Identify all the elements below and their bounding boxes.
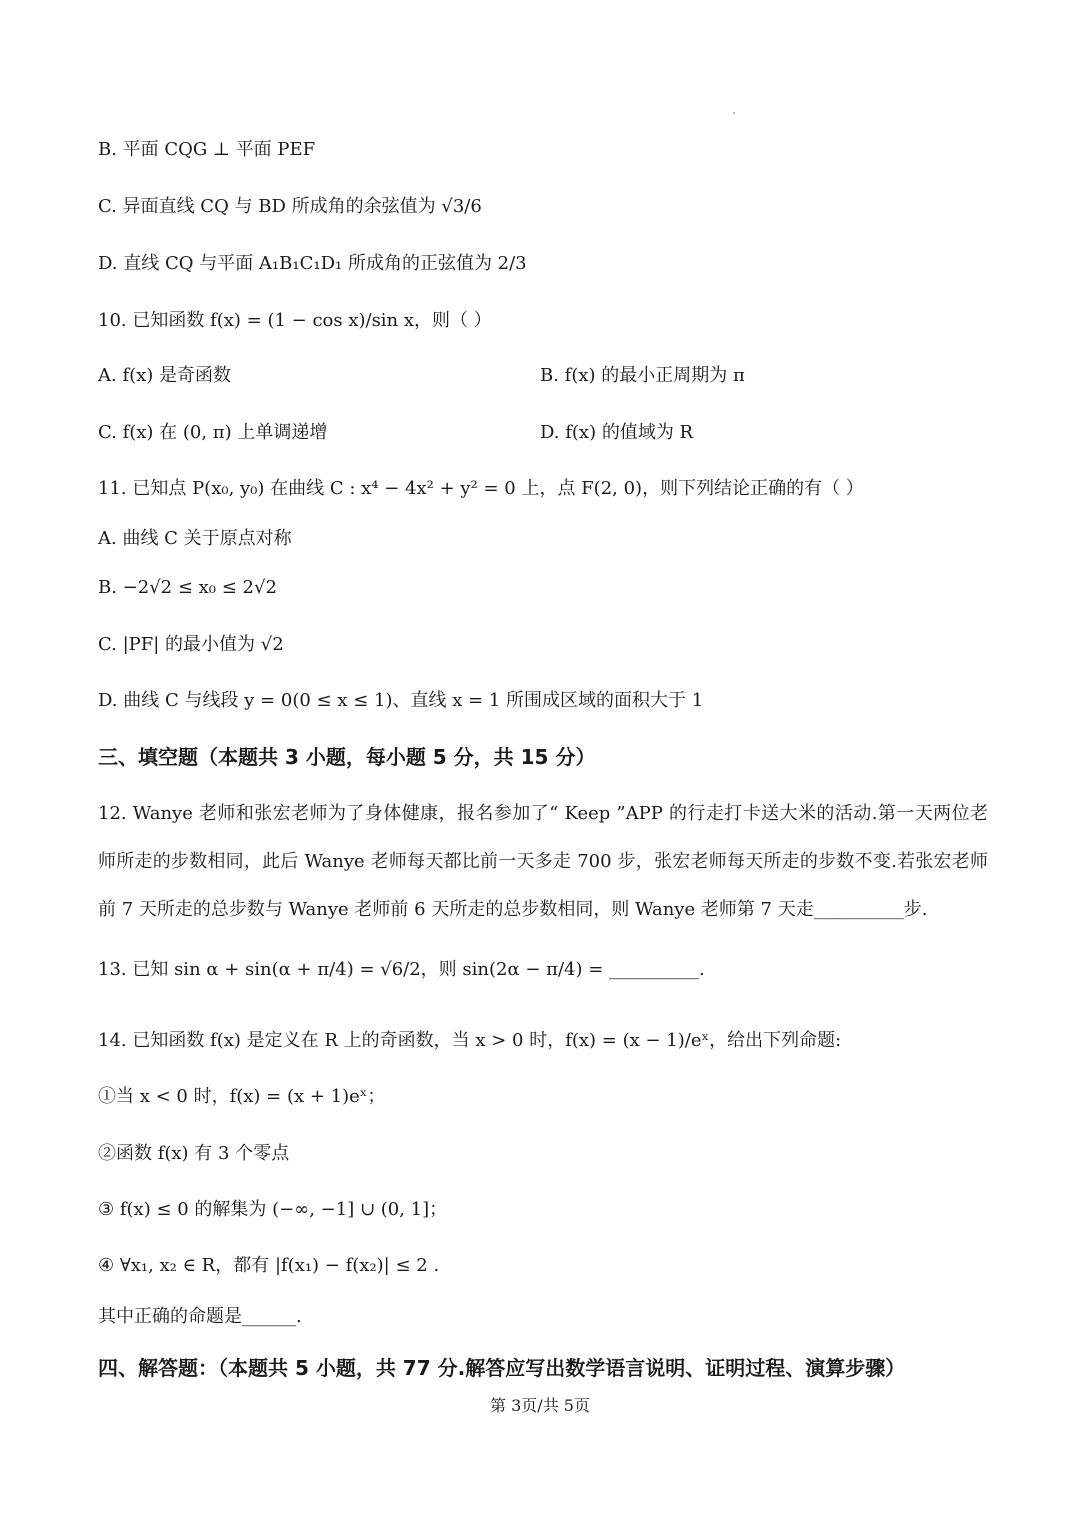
- option-10b: B. f(x) 的最小正周期为 π: [540, 365, 745, 386]
- question-12: 12. Wanye 老师和张宏老师为了身体健康，报名参加了“ Keep ”APP 的行走打卡送大米的活动.第一天两位老师所走的步数相同，此后 Wanye 老师每天都比前一天多走 700 步，张宏老师每天所走的步数不变.若张宏老师前 7 天所走的总步数与 Wanye 老师前 6 天所走的总步数相同，则 Wanye 老师第 7 天走__________步.: [98, 803, 988, 920]
- option-11b: B. −2√2 ≤ x₀ ≤ 2√2: [98, 577, 277, 598]
- proposition-4: ④ ∀x₁, x₂ ∈ R，都有 |f(x₁) − f(x₂)| ≤ 2 .: [98, 1255, 440, 1276]
- question-11: 11. 已知点 P(x₀, y₀) 在曲线 C : x⁴ − 4x² + y² = 0 上，点 F(2, 0)，则下列结论正确的有（ ）: [98, 478, 864, 499]
- section-3-heading: 三、填空题（本题共 3 小题，每小题 5 分，共 15 分）: [98, 745, 596, 769]
- proposition-2: ②函数 f(x) 有 3 个零点: [98, 1143, 290, 1164]
- option-9c: C. 异面直线 CQ 与 BD 所成角的余弦值为 √3/6: [98, 196, 482, 217]
- option-10c: C. f(x) 在 (0, π) 上单调递增: [98, 422, 328, 443]
- section-4-heading: 四、解答题：（本题共 5 小题，共 77 分.解答应写出数学语言说明、证明过程、演算步骤）: [98, 1356, 906, 1380]
- option-9d: D. 直线 CQ 与平面 A₁B₁C₁D₁ 所成角的正弦值为 2/3: [98, 253, 527, 274]
- option-10a: A. f(x) 是奇函数: [98, 365, 232, 386]
- page-footer: 第 3页/共 5页: [490, 1396, 590, 1415]
- option-11c: C. |PF| 的最小值为 √2: [98, 634, 284, 655]
- question-14: 14. 已知函数 f(x) 是定义在 R 上的奇函数，当 x > 0 时，f(x) = (x − 1)/eˣ，给出下列命题:: [98, 1030, 842, 1051]
- option-11d: D. 曲线 C 与线段 y = 0(0 ≤ x ≤ 1)、直线 x = 1 所围成区域的面积大于 1: [98, 690, 704, 711]
- proposition-1: ①当 x < 0 时，f(x) = (x + 1)eˣ；: [98, 1086, 386, 1107]
- question-13: 13. 已知 sin α + sin(α + π/4) = √6/2，则 sin(2α − π/4) = __________.: [98, 959, 705, 980]
- correct-propositions-blank: 其中正确的命题是______.: [98, 1306, 302, 1327]
- option-11a: A. 曲线 C 关于原点对称: [98, 528, 292, 549]
- scan-speck: [733, 112, 735, 114]
- option-10d: D. f(x) 的值域为 R: [540, 422, 694, 443]
- option-9b: B. 平面 CQG ⊥ 平面 PEF: [98, 139, 316, 160]
- question-10: 10. 已知函数 f(x) = (1 − cos x)/sin x，则（ ）: [98, 310, 492, 331]
- proposition-3: ③ f(x) ≤ 0 的解集为 (−∞, −1] ∪ (0, 1]；: [98, 1199, 448, 1220]
